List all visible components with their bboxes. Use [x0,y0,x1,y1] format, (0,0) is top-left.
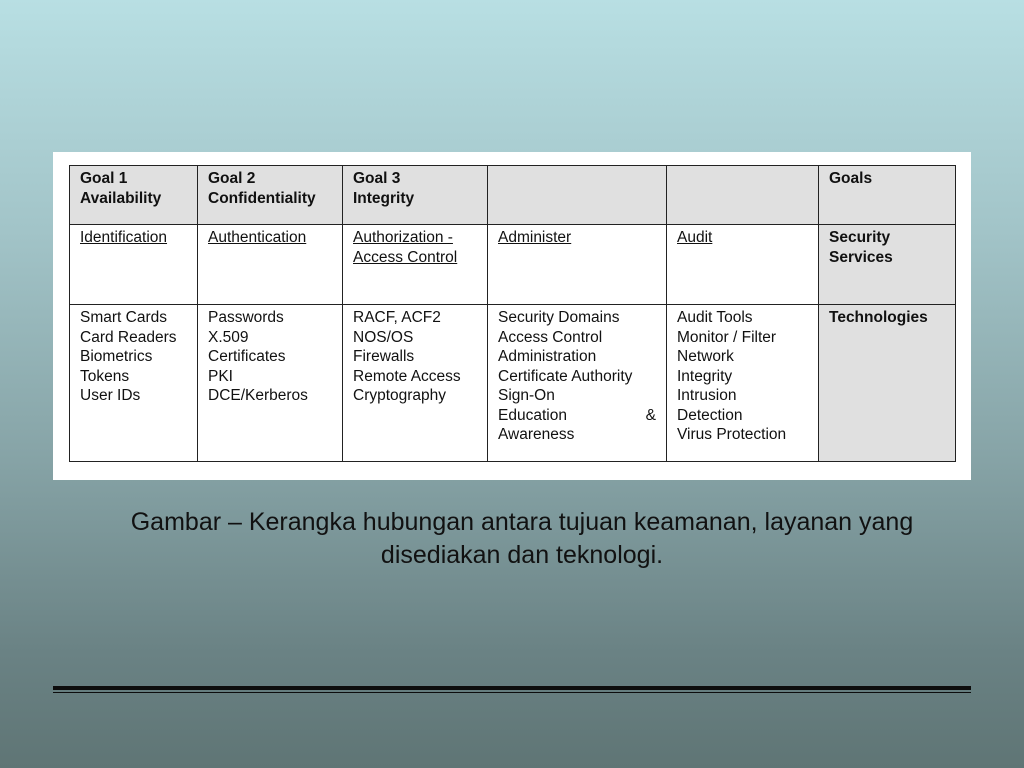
services-row [70,225,956,305]
tech-item: X.509 [208,328,249,346]
security-services-label-cell [819,225,956,305]
service-identification-cell [70,225,198,305]
goal-2-number: Goal 2 [208,170,256,187]
goal-1-number: Goal 1 [80,170,128,187]
tech-item: Intrusion [677,387,737,404]
figure-panel [53,152,971,480]
service-audit: Audit [677,229,713,246]
tech-item-education: Education [498,406,567,424]
tech-item: Cryptography [353,387,447,404]
tech-item: Administration [498,348,597,365]
goal-2-name: Confidentiality [208,189,316,207]
tech-confidentiality-cell [198,305,343,462]
tech-item: RACF, ACF2 [353,309,441,326]
goals-label-cell [819,166,956,225]
technologies-row [70,305,956,462]
tech-item: Security Domains [498,309,620,326]
tech-item: Firewalls [353,348,415,365]
service-identification: Identification [80,229,168,246]
tech-item: Certificates [208,348,286,365]
goal-4-cell-empty [488,166,667,225]
security-framework-table [69,165,956,462]
service-administer: Administer [498,229,572,246]
tech-item-education-line [498,406,656,426]
tech-integrity-cell [343,305,488,462]
tech-item: Smart Cards [80,309,167,326]
goal-1-name: Availability [80,189,162,207]
goals-label: Goals [829,170,873,187]
goal-5-cell-empty [667,166,819,225]
tech-item: NOS/OS [353,328,414,346]
caption-line-2: disediakan dan teknologi. [380,541,664,569]
tech-item: Remote Access [353,367,461,385]
tech-item: Card Readers [80,328,177,346]
tech-item: Tokens [80,367,130,385]
technologies-label: Technologies [829,309,928,326]
tech-audit-cell [667,305,819,462]
tech-item: Monitor / Filter [677,328,777,346]
tech-item: PKI [208,367,233,385]
service-authentication-cell [198,225,343,305]
tech-item: Biometrics [80,348,153,365]
goal-2-cell [198,166,343,225]
goal-3-cell [343,166,488,225]
goals-row [70,166,956,225]
goal-3-name: Integrity [353,189,415,207]
service-authorization-cell [343,225,488,305]
security-services-label-line2: Services [829,248,893,266]
tech-item-ampersand: & [645,406,656,424]
tech-item: User IDs [80,387,141,404]
goal-3-number: Goal 3 [353,170,401,187]
tech-item: DCE/Kerberos [208,387,308,404]
tech-item: Awareness [498,426,575,443]
service-audit-cell [667,225,819,305]
service-authentication: Authentication [208,229,307,246]
footer-rule-thin [53,692,971,693]
service-administer-cell [488,225,667,305]
goal-1-cell [70,166,198,225]
tech-item: Detection [677,406,743,424]
footer-rule-thick [53,686,971,690]
tech-item: Audit Tools [677,309,753,326]
service-authorization-line1: Authorization - [353,229,453,246]
tech-administer-cell [488,305,667,462]
figure-caption [53,506,991,572]
tech-item: Network [677,348,734,365]
technologies-label-cell [819,305,956,462]
tech-item: Certificate Authority [498,367,633,385]
tech-item: Access Control [498,328,603,346]
tech-item: Virus Protection [677,426,787,443]
tech-item: Passwords [208,309,284,326]
security-services-label-line1: Security [829,229,891,246]
caption-line-1: Gambar – Kerangka hubungan antara tujuan keamanan, layanan yang [130,508,914,536]
tech-item: Integrity [677,367,733,385]
tech-availability-cell [70,305,198,462]
service-authorization-line2: Access Control [353,248,458,266]
tech-item: Sign-On [498,387,555,404]
